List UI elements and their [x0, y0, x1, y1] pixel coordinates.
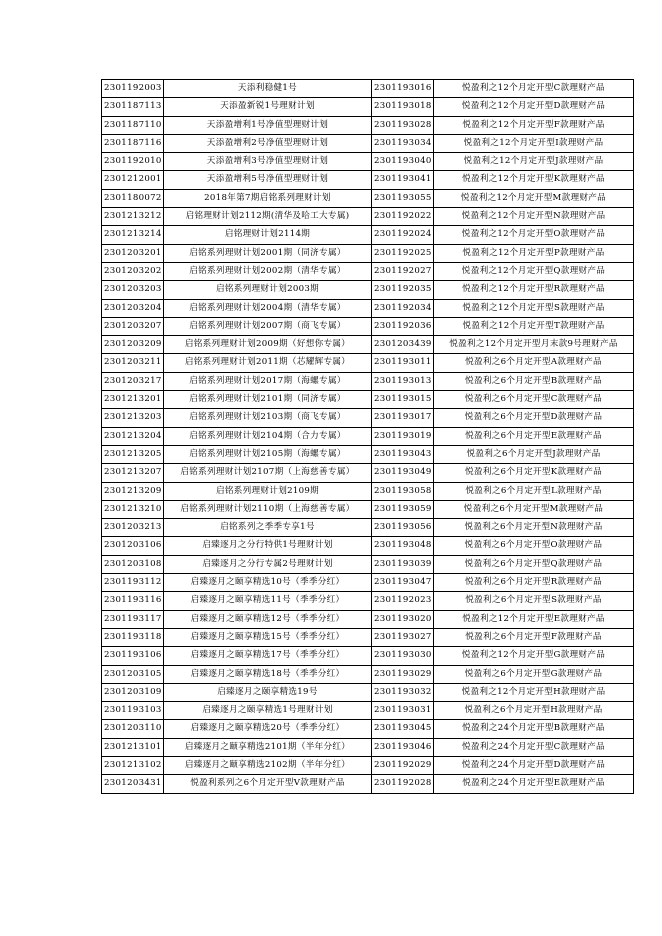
product-code-right: 2301193020 — [372, 610, 434, 628]
product-code-right: 2301192034 — [372, 299, 434, 317]
table-row — [102, 738, 634, 756]
product-name-right: 悦盈利之12个月定开型S款理财产品 — [434, 299, 634, 317]
table-row — [102, 445, 634, 463]
product-name-left: 启铭系列理财计划2003期 — [164, 281, 372, 299]
product-code-left: 2301193112 — [102, 574, 164, 592]
product-code-right: 2301192035 — [372, 281, 434, 299]
product-code-right: 2301192036 — [372, 317, 434, 335]
product-code-left: 2301213210 — [102, 500, 164, 518]
product-code-left: 2301180072 — [102, 189, 164, 207]
product-code-right: 2301193031 — [372, 702, 434, 720]
product-name-left: 启铭系列理财计划2004期（清华专属） — [164, 299, 372, 317]
table-row — [102, 628, 634, 646]
product-code-right: 2301193034 — [372, 134, 434, 152]
product-code-right: 2301192028 — [372, 775, 434, 793]
product-code-left: 2301203105 — [102, 665, 164, 683]
product-name-left: 天添利稳健1号 — [164, 80, 372, 98]
product-code-left: 2301203109 — [102, 683, 164, 701]
product-code-left: 2301193103 — [102, 702, 164, 720]
table-row — [102, 464, 634, 482]
product-name-left: 启臻逐月之颐享精选1号理财计划 — [164, 702, 372, 720]
product-code-left: 2301203209 — [102, 336, 164, 354]
product-code-left: 2301213204 — [102, 427, 164, 445]
table-row — [102, 775, 634, 793]
table-row — [102, 702, 634, 720]
product-name-right: 悦盈利之12个月定开型O款理财产品 — [434, 226, 634, 244]
product-name-left: 启铭系列理财计划2011期（芯耀辉专属） — [164, 354, 372, 372]
product-name-right: 悦盈利之12个月定开型N款理财产品 — [434, 208, 634, 226]
product-code-left: 2301203106 — [102, 537, 164, 555]
table-row — [102, 336, 634, 354]
product-code-right: 2301193029 — [372, 665, 434, 683]
table-row — [102, 574, 634, 592]
product-name-left: 悦盈利系列之6个月定开型V款理财产品 — [164, 775, 372, 793]
product-code-right: 2301193032 — [372, 683, 434, 701]
product-code-left: 2301203217 — [102, 372, 164, 390]
product-name-left: 启铭理财计划2114期 — [164, 226, 372, 244]
product-code-left: 2301213205 — [102, 445, 164, 463]
product-code-left: 2301193106 — [102, 647, 164, 665]
product-name-right: 悦盈利之6个月定开型N款理财产品 — [434, 519, 634, 537]
table-row — [102, 98, 634, 116]
product-code-right: 2301193056 — [372, 519, 434, 537]
product-code-left: 2301203204 — [102, 299, 164, 317]
table-row — [102, 262, 634, 280]
product-code-left: 2301187116 — [102, 134, 164, 152]
product-code-right: 2301192022 — [372, 208, 434, 226]
product-name-left: 启臻逐月之颐享精选17号（季季分红） — [164, 647, 372, 665]
product-name-left: 启铭系列理财计划2101期（同济专属） — [164, 391, 372, 409]
table-row — [102, 592, 634, 610]
product-code-left: 2301187113 — [102, 98, 164, 116]
product-code-right: 2301192027 — [372, 262, 434, 280]
product-name-left: 启臻逐月之颐享精选10号（季季分红） — [164, 574, 372, 592]
product-name-left: 天添盈新锐1号理财计划 — [164, 98, 372, 116]
product-name-right: 悦盈利之6个月定开型F款理财产品 — [434, 628, 634, 646]
product-code-left: 2301213101 — [102, 738, 164, 756]
product-code-left: 2301193117 — [102, 610, 164, 628]
product-code-right: 2301193019 — [372, 427, 434, 445]
product-name-left: 启铭系列理财计划2001期（同济专属） — [164, 244, 372, 262]
product-name-right: 悦盈利之6个月定开型C款理财产品 — [434, 391, 634, 409]
product-name-right: 悦盈利之6个月定开型E款理财产品 — [434, 427, 634, 445]
product-code-right: 2301193040 — [372, 153, 434, 171]
product-name-right: 悦盈利之6个月定开型Q款理财产品 — [434, 555, 634, 573]
table-row — [102, 134, 634, 152]
product-name-left: 天添盈增利3号净值型理财计划 — [164, 153, 372, 171]
product-name-left: 启臻逐月之颐享精选2102期（半年分红） — [164, 756, 372, 774]
product-code-left: 2301203202 — [102, 262, 164, 280]
table-row — [102, 482, 634, 500]
product-name-right: 悦盈利之12个月定开型P款理财产品 — [434, 244, 634, 262]
product-name-left: 启臻逐月之颐享精选2101期（半年分红） — [164, 738, 372, 756]
product-name-right: 悦盈利之12个月定开型J款理财产品 — [434, 153, 634, 171]
table-row — [102, 226, 634, 244]
product-name-right: 悦盈利之6个月定开型O款理财产品 — [434, 537, 634, 555]
product-name-right: 悦盈利之6个月定开型L款理财产品 — [434, 482, 634, 500]
product-name-right: 悦盈利之6个月定开型R款理财产品 — [434, 574, 634, 592]
product-name-right: 悦盈利之24个月定开型C款理财产品 — [434, 738, 634, 756]
table-row — [102, 116, 634, 134]
product-name-right: 悦盈利之6个月定开型K款理财产品 — [434, 464, 634, 482]
table-row — [102, 409, 634, 427]
product-name-left: 启铭系列理财计划2104期（合力专属） — [164, 427, 372, 445]
product-name-left: 启臻逐月之颐享精选19号 — [164, 683, 372, 701]
product-code-right: 2301193030 — [372, 647, 434, 665]
product-name-right: 悦盈利之12个月定开型M款理财产品 — [434, 189, 634, 207]
product-code-right: 2301203439 — [372, 336, 434, 354]
table-row — [102, 80, 634, 98]
product-code-right: 2301193039 — [372, 555, 434, 573]
table-row — [102, 519, 634, 537]
product-code-left: 2301203110 — [102, 720, 164, 738]
product-code-right: 2301193045 — [372, 720, 434, 738]
product-name-right: 悦盈利之12个月定开型R款理财产品 — [434, 281, 634, 299]
table-row — [102, 317, 634, 335]
product-name-right: 悦盈利之24个月定开型E款理财产品 — [434, 775, 634, 793]
product-code-right: 2301193017 — [372, 409, 434, 427]
product-code-left: 2301213214 — [102, 226, 164, 244]
table-row — [102, 665, 634, 683]
product-code-left: 2301212001 — [102, 171, 164, 189]
product-name-left: 启铭系列理财计划2107期（上海慈善专属） — [164, 464, 372, 482]
product-code-left: 2301213201 — [102, 391, 164, 409]
product-code-left: 2301192010 — [102, 153, 164, 171]
product-code-left: 2301203431 — [102, 775, 164, 793]
product-name-right: 悦盈利之6个月定开型D款理财产品 — [434, 409, 634, 427]
product-code-right: 2301193055 — [372, 189, 434, 207]
product-name-right: 悦盈利之12个月定开型T款理财产品 — [434, 317, 634, 335]
product-name-right: 悦盈利之24个月定开型D款理财产品 — [434, 756, 634, 774]
product-name-left: 启铭系列理财计划2105期（海螺专属） — [164, 445, 372, 463]
product-code-right: 2301193059 — [372, 500, 434, 518]
table-row — [102, 683, 634, 701]
product-name-right: 悦盈利之12个月定开型Q款理财产品 — [434, 262, 634, 280]
product-name-right: 悦盈利之24个月定开型B款理财产品 — [434, 720, 634, 738]
product-code-right: 2301193011 — [372, 354, 434, 372]
table-row — [102, 372, 634, 390]
product-code-right: 2301193046 — [372, 738, 434, 756]
product-code-left: 2301193116 — [102, 592, 164, 610]
table-row — [102, 299, 634, 317]
product-code-right: 2301192029 — [372, 756, 434, 774]
product-name-right: 悦盈利之6个月定开型M款理财产品 — [434, 500, 634, 518]
product-name-right: 悦盈利之12个月定开型H款理财产品 — [434, 683, 634, 701]
product-name-left: 启铭系列理财计划2007期（商飞专属） — [164, 317, 372, 335]
table-row — [102, 720, 634, 738]
product-name-right: 悦盈利之12个月定开型E款理财产品 — [434, 610, 634, 628]
product-name-right: 悦盈利之12个月定开型月末款9号理财产品 — [434, 336, 634, 354]
product-code-left: 2301193118 — [102, 628, 164, 646]
table-row — [102, 354, 634, 372]
product-code-right: 2301193018 — [372, 98, 434, 116]
table-row — [102, 189, 634, 207]
table-row — [102, 153, 634, 171]
product-code-left: 2301203201 — [102, 244, 164, 262]
product-name-right: 悦盈利之12个月定开型D款理财产品 — [434, 98, 634, 116]
product-code-right: 2301193049 — [372, 464, 434, 482]
product-code-right: 2301193013 — [372, 372, 434, 390]
table-row — [102, 281, 634, 299]
product-code-right: 2301193047 — [372, 574, 434, 592]
product-name-right: 悦盈利之12个月定开型F款理财产品 — [434, 116, 634, 134]
product-name-left: 启铭理财计划2112期(清华及哈工大专属) — [164, 208, 372, 226]
table-row — [102, 208, 634, 226]
product-name-left: 启铭系列之季季专享1号 — [164, 519, 372, 537]
product-name-right: 悦盈利之12个月定开型C款理财产品 — [434, 80, 634, 98]
product-name-left: 启臻逐月之分行专属2号理财计划 — [164, 555, 372, 573]
product-code-left: 2301213102 — [102, 756, 164, 774]
product-name-left: 启铭系列理财计划2103期（商飞专属） — [164, 409, 372, 427]
product-code-right: 2301193015 — [372, 391, 434, 409]
product-code-right: 2301193048 — [372, 537, 434, 555]
product-name-right: 悦盈利之6个月定开型H款理财产品 — [434, 702, 634, 720]
product-name-right: 悦盈利之6个月定开型B款理财产品 — [434, 372, 634, 390]
product-code-left: 2301213209 — [102, 482, 164, 500]
product-code-left: 2301213212 — [102, 208, 164, 226]
table-row — [102, 500, 634, 518]
product-table-body — [102, 80, 634, 794]
product-code-left: 2301203213 — [102, 519, 164, 537]
table-row — [102, 427, 634, 445]
product-code-right: 2301193041 — [372, 171, 434, 189]
table-row — [102, 756, 634, 774]
table-row — [102, 391, 634, 409]
product-name-left: 2018年第7期启铭系列理财计划 — [164, 189, 372, 207]
table-row — [102, 537, 634, 555]
product-name-left: 启臻逐月之颐享精选18号（季季分红） — [164, 665, 372, 683]
product-name-left: 天添盈增利2号净值型理财计划 — [164, 134, 372, 152]
product-code-right: 2301193058 — [372, 482, 434, 500]
product-code-left: 2301203207 — [102, 317, 164, 335]
table-row — [102, 610, 634, 628]
product-name-left: 启臻逐月之颐享精选20号（季季分红） — [164, 720, 372, 738]
product-name-left: 启臻逐月之分行特供1号理财计划 — [164, 537, 372, 555]
product-code-right: 2301193043 — [372, 445, 434, 463]
product-code-left: 2301213203 — [102, 409, 164, 427]
table-row — [102, 244, 634, 262]
product-code-right: 2301192023 — [372, 592, 434, 610]
product-name-left: 天添盈增利1号净值型理财计划 — [164, 116, 372, 134]
product-code-right: 2301192025 — [372, 244, 434, 262]
table-row — [102, 171, 634, 189]
product-name-left: 启臻逐月之颐享精选15号（季季分红） — [164, 628, 372, 646]
product-name-left: 启铭系列理财计划2110期（上海慈善专属） — [164, 500, 372, 518]
product-name-left: 启臻逐月之颐享精选11号（季季分红） — [164, 592, 372, 610]
product-name-left: 启铭系列理财计划2109期 — [164, 482, 372, 500]
product-code-right: 2301193028 — [372, 116, 434, 134]
product-code-left: 2301213207 — [102, 464, 164, 482]
product-name-right: 悦盈利之6个月定开型S款理财产品 — [434, 592, 634, 610]
table-row — [102, 555, 634, 573]
product-code-right: 2301192024 — [372, 226, 434, 244]
product-name-right: 悦盈利之12个月定开型I款理财产品 — [434, 134, 634, 152]
product-code-left: 2301203211 — [102, 354, 164, 372]
product-name-left: 启铭系列理财计划2017期（海螺专属） — [164, 372, 372, 390]
product-table — [101, 79, 634, 794]
product-name-left: 启铭系列理财计划2002期（清华专属） — [164, 262, 372, 280]
product-name-left: 启臻逐月之颐享精选12号（季季分红） — [164, 610, 372, 628]
product-name-right: 悦盈利之6个月定开型A款理财产品 — [434, 354, 634, 372]
product-code-left: 2301192003 — [102, 80, 164, 98]
product-name-left: 天添盈增利5号净值型理财计划 — [164, 171, 372, 189]
product-code-right: 2301193016 — [372, 80, 434, 98]
product-name-left: 启铭系列理财计划2009期（好想你专属） — [164, 336, 372, 354]
table-row — [102, 647, 634, 665]
product-name-right: 悦盈利之12个月定开型G款理财产品 — [434, 647, 634, 665]
product-name-right: 悦盈利之6个月定开型J款理财产品 — [434, 445, 634, 463]
product-code-left: 2301203108 — [102, 555, 164, 573]
product-code-left: 2301203203 — [102, 281, 164, 299]
product-name-right: 悦盈利之12个月定开型K款理财产品 — [434, 171, 634, 189]
product-code-right: 2301193027 — [372, 628, 434, 646]
product-name-right: 悦盈利之6个月定开型G款理财产品 — [434, 665, 634, 683]
product-code-left: 2301187110 — [102, 116, 164, 134]
